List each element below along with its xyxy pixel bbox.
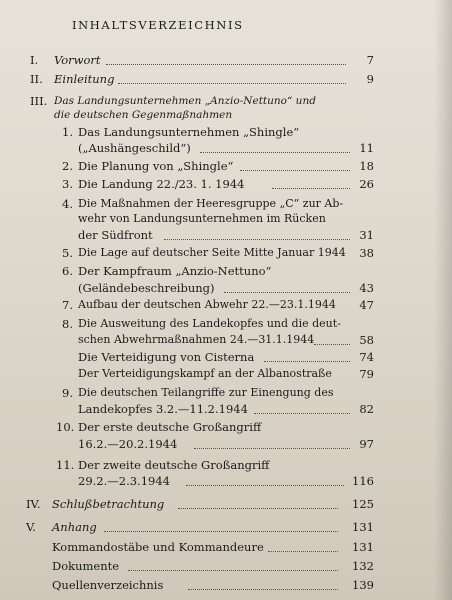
- toc-number: 4.: [62, 197, 73, 211]
- toc-number: 1.: [62, 125, 73, 139]
- toc-number: 11.: [56, 458, 75, 472]
- toc-entry-text-line2: („Aushängeschild“): [78, 141, 191, 155]
- toc-page-number: 38: [359, 246, 374, 260]
- toc-entry-text: Die Landung 22./23. 1. 1944: [78, 177, 245, 191]
- toc-page-number: 47: [359, 298, 374, 312]
- toc-page-number: 31: [359, 228, 374, 242]
- toc-page-number: 79: [359, 367, 374, 381]
- toc-number: I.: [30, 53, 39, 67]
- toc-page-number: 18: [359, 159, 374, 173]
- toc-entry-text: Die Verteidigung von Cisterna: [78, 350, 255, 364]
- toc-entry-text-line2: wehr von Landungsunternehmen im Rücken: [78, 212, 326, 225]
- toc-page-number: 74: [359, 350, 374, 364]
- toc-entry-text: Die Planung von „Shingle“: [78, 159, 234, 173]
- toc-entry-text-line2: Landekopfes 3.2.—11.2.1944: [78, 402, 248, 416]
- toc-entry-text: Aufbau der deutschen Abwehr 22.—23.1.1944: [78, 298, 336, 311]
- leader-dots: [186, 485, 344, 486]
- toc-entry-text: Einleitung: [54, 72, 115, 86]
- toc-number: 8.: [62, 317, 73, 331]
- toc-page-number: 131: [352, 540, 374, 554]
- toc-entry-text-line2: schen Abwehrmaßnahmen 24.—31.1.1944: [78, 333, 315, 346]
- toc-number: II.: [30, 72, 43, 86]
- toc-entry-text: Das Landungsunternehmen „Anzio-Nettuno“ und: [54, 95, 316, 107]
- leader-dots: [106, 64, 346, 65]
- toc-page-number: 97: [359, 437, 374, 451]
- toc-page-number: 139: [352, 578, 374, 592]
- leader-dots: [194, 448, 350, 449]
- toc-entry-text-line2: die deutschen Gegenmaßnahmen: [54, 109, 233, 121]
- toc-number: 2.: [62, 159, 73, 173]
- leader-dots: [268, 551, 338, 552]
- toc-entry-text-line2: 29.2.—2.3.1944: [78, 474, 170, 488]
- toc-entry-text: Kommandostäbe und Kommandeure: [52, 540, 264, 554]
- toc-entry-text: Das Landungsunternehmen „Shingle“: [78, 125, 300, 139]
- toc-number: 9.: [62, 386, 73, 400]
- toc-number: 5.: [62, 246, 73, 260]
- toc-entry-text: Die deutschen Teilangriffe zur Einengung des: [78, 386, 334, 399]
- toc-page-number: 132: [352, 559, 374, 573]
- toc-entry-text: Der zweite deutsche Großangriff: [78, 458, 270, 472]
- toc-entry-text: Die Ausweitung des Landekopfes und die deut-: [78, 317, 341, 330]
- toc-number: 7.: [62, 298, 73, 312]
- toc-page-number: 58: [359, 333, 374, 347]
- leader-dots: [118, 83, 346, 84]
- toc-entry-text: Die Maßnahmen der Heeresgruppe „C“ zur Ab-: [78, 197, 344, 210]
- toc-entry-text: Quellenverzeichnis: [52, 578, 164, 592]
- leader-dots: [164, 239, 350, 240]
- toc-entry-text: Vorwort: [54, 53, 101, 67]
- leader-dots: [128, 570, 338, 571]
- toc-entry-text: Anhang: [52, 520, 97, 534]
- leader-dots: [178, 508, 338, 509]
- leader-dots: [188, 589, 338, 590]
- toc-entry-text: Schlußbetrachtung: [52, 497, 165, 511]
- toc-page-number: 43: [359, 281, 374, 295]
- toc-entry-text-line2: (Geländebeschreibung): [78, 281, 215, 295]
- toc-number: 3.: [62, 177, 73, 191]
- leader-dots: [200, 152, 350, 153]
- toc-entry-text: Die Lage auf deutscher Seite Mitte Januar 1944: [78, 246, 346, 259]
- toc-number: 10.: [56, 420, 75, 434]
- toc-number: 6.: [62, 264, 73, 278]
- toc-entry-text-line2: 16.2.—20.2.1944: [78, 437, 178, 451]
- page-edge-shadow: [434, 0, 452, 600]
- toc-page-number: 11: [359, 141, 374, 155]
- leader-dots: [104, 531, 338, 532]
- toc-number: III.: [30, 94, 48, 108]
- toc-page-number: 26: [359, 177, 374, 191]
- toc-entry-text: Der erste deutsche Großangriff: [78, 420, 262, 434]
- toc-page-number: 7: [366, 53, 374, 67]
- toc-page-number: 82: [359, 402, 374, 416]
- toc-entry-text: Dokumente: [52, 559, 120, 573]
- toc-entry-text-line3: der Südfront: [78, 228, 153, 242]
- toc-entry-text: Der Verteidigungskampf an der Albanostraße: [78, 367, 332, 380]
- toc-entry-text: Der Kampfraum „Anzio-Nettuno“: [78, 264, 272, 278]
- toc-page-number: 131: [352, 520, 374, 534]
- toc-page-number: 9: [366, 72, 374, 86]
- toc-page-number: 116: [352, 474, 374, 488]
- toc-number: V.: [26, 520, 36, 534]
- toc-page-number: 125: [352, 497, 374, 511]
- page-title: INHALTSVERZEICHNIS: [72, 18, 244, 32]
- toc-number: IV.: [26, 497, 41, 511]
- leader-dots: [224, 292, 350, 293]
